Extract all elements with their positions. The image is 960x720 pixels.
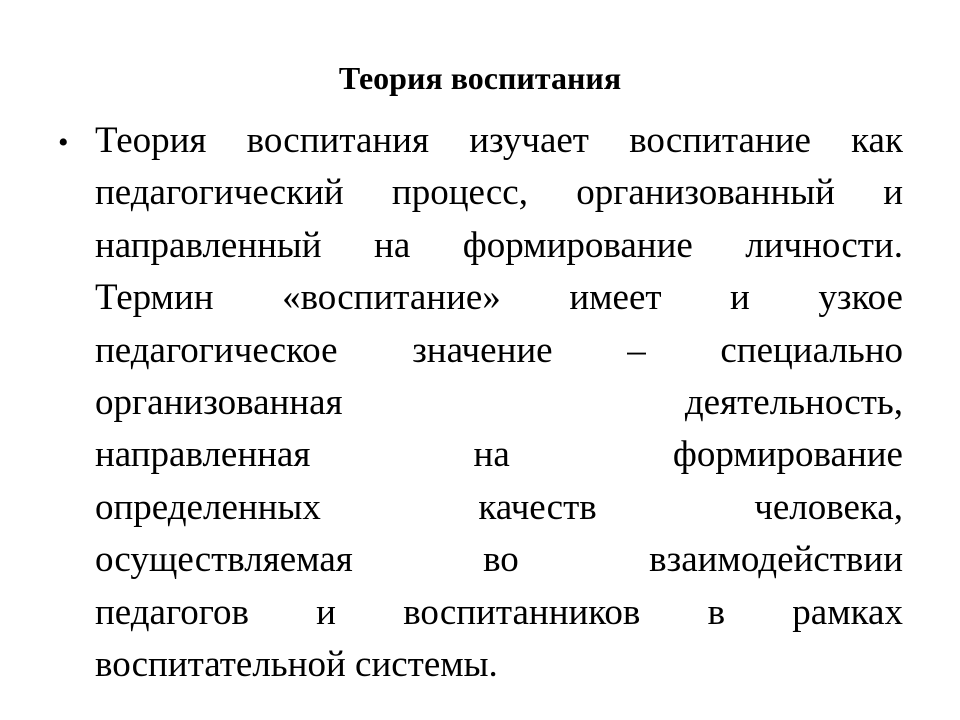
word: Теория	[95, 120, 207, 161]
word: воспитания	[246, 120, 429, 161]
word: на	[473, 434, 510, 476]
text-line	[95, 534, 903, 586]
word: формирование	[462, 224, 693, 266]
text-line	[95, 167, 903, 219]
text-line	[95, 377, 903, 429]
word: личности.	[745, 224, 903, 266]
word: как	[851, 120, 903, 161]
text-line	[95, 639, 903, 691]
word: направленный	[95, 224, 322, 266]
word: воспитание	[629, 120, 811, 161]
word: специально	[720, 329, 903, 371]
text-line	[95, 482, 903, 534]
word: педагогическое	[95, 329, 338, 371]
word: педагогический	[95, 172, 344, 214]
word: и	[730, 277, 750, 319]
word: и	[316, 591, 336, 633]
word: во	[483, 539, 519, 581]
word: имеет	[569, 277, 662, 319]
text-line	[95, 429, 903, 481]
text-line	[95, 325, 903, 377]
word: на	[374, 224, 411, 266]
word: изучает	[469, 120, 589, 161]
word: процесс,	[391, 172, 528, 214]
text-line	[95, 220, 903, 272]
word: рамках	[792, 591, 903, 633]
word: организованный	[576, 172, 835, 214]
word: значение	[412, 329, 553, 371]
word: определенных	[95, 486, 321, 528]
word: –	[627, 329, 646, 371]
word: воспитанников	[403, 591, 641, 633]
word: осуществляемая	[95, 539, 353, 581]
word: педагогов	[95, 591, 249, 633]
word: и	[883, 172, 903, 214]
word: воспитательной системы.	[95, 643, 498, 685]
text-line	[95, 115, 903, 167]
text-line	[95, 272, 903, 324]
word: формирование	[672, 434, 903, 476]
text-line	[95, 587, 903, 639]
slide-title: Теория воспитания	[338, 60, 622, 96]
word: взаимодействии	[649, 539, 903, 581]
bullet-icon: •	[58, 126, 69, 159]
bullet-paragraph	[58, 115, 903, 691]
word: организованная	[95, 381, 343, 423]
word: человека,	[754, 486, 903, 528]
word: направленная	[95, 434, 311, 476]
paragraph-lines	[58, 115, 903, 691]
word: качеств	[478, 486, 597, 528]
word: узкое	[818, 277, 903, 319]
word: в	[707, 591, 726, 633]
word: деятельность,	[684, 381, 903, 423]
word: «воспитание»	[282, 277, 501, 319]
word: Термин	[95, 277, 214, 319]
